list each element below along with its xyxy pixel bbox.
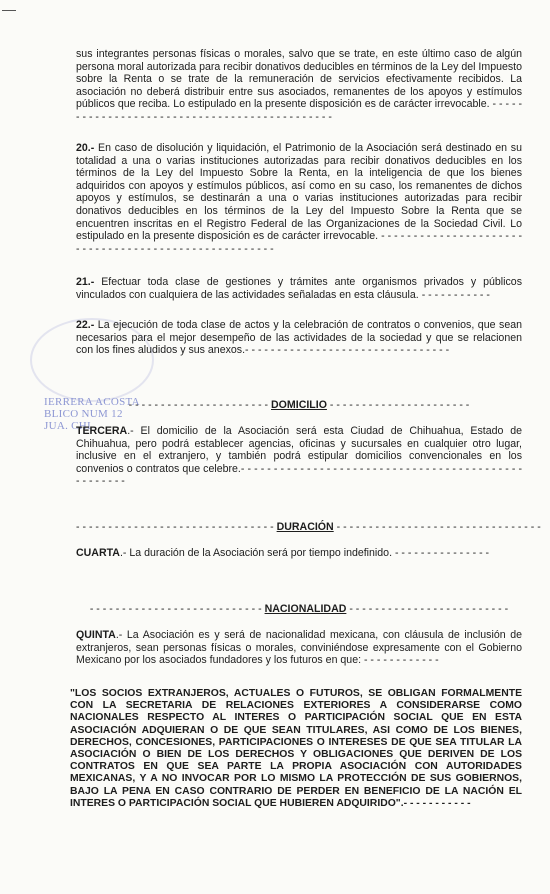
section-heading-nacionalidad xyxy=(76,603,522,616)
clause-number: 22.- xyxy=(76,319,95,331)
clause-text: Efectuar toda clase de gestiones y trámites ante organismos privados y públicos vinculados con cualquiera de las actividades señaladas en esta cláusula. - - - - - - - - - - - xyxy=(76,276,525,301)
corner-mark xyxy=(2,10,16,11)
heading-lead-dashes: - - - - - - - - - - - - - - - - - - - - - - - - - - - xyxy=(89,603,265,615)
heading-title: NACIONALIDAD xyxy=(264,603,347,615)
clause-text: En caso de disolución y liquidación, el Patrimonio de la Asociación será destinado en su totalidad a una o varias instituciones autorizadas para recibir donativos deducibles en los términos de la Ley del Impuesto Sobre la Renta, en la inteligencia de que los bienes adquiridos con apoyos y estímulos públicos, así como en su caso, los remanentes de dichos apoyos y estímulos, se destinarán a una o varias instituciones autorizadas para recibir donativos deducibles en los términos de la Ley del Impuesto Sobre la Renta que se encuentren inscritas en el Registro Federal de las Organizaciones de la Sociedad Civil. Lo estipulado en la presente disposición es de carácter irrevocable. - - - - - - - - - - - - - - - - - - - - - - - - - - - - - - - - - - - - - - - - - - - - - - - - - - - - - xyxy=(76,142,525,255)
paragraph-21 xyxy=(76,276,525,301)
heading-title: DURACIÓN xyxy=(276,521,334,533)
clause-text: .- La Asociación es y será de nacionalidad mexicana, con cláusula de inclusión de extranjeros, sean personas físicas o morales, conviniéndose expresamente con el Gobierno Mexicano por los asociados fundadores y los futuros en que: - - - - - - - - - - - - xyxy=(76,629,525,667)
clause-text: La ejecución de toda clase de actos y la celebración de contratos o convenios, que sean necesarios para el mejor desempeño de las actividades de la sociedad y que se relacionen con los fines aludidos y sus anexos.- - - - - - - - - - - - - - - - - - - - - - - - - - - - - - - - xyxy=(76,319,525,357)
clause-label: QUINTA xyxy=(76,629,116,641)
heading-lead-dashes: - - - - - - - - - - - - - - - - - - - - - - xyxy=(128,399,272,411)
paragraph-cuarta xyxy=(76,547,522,560)
clause-label: CUARTA xyxy=(76,547,120,559)
stamp-line-3: JUA. CHI xyxy=(44,420,92,432)
heading-trail-dashes: - - - - - - - - - - - - - - - - - - - - - - xyxy=(326,399,470,411)
paragraph-20 xyxy=(76,142,525,255)
clause-text: .- La duración de la Asociación será por tiempo indefinido. - - - - - - - - - - - - - - - xyxy=(119,547,490,559)
paragraph-22 xyxy=(76,319,525,357)
paragraph-intro: sus integrantes personas físicas o morales, salvo que se trate, en este último caso de algún persona moral autorizada para recibir donativos deducibles en términos de la Ley del Impuesto sobre la Renta o se trate de la remuneración de servicios efectivamente recibidos. La asociación no deberá distribuir entre sus asociados, remanentes de los apoyos y estímulos públicos que reciba. Lo estipulado en la presente disposición es de carácter irrevocable. - - - - - - - - - - - - - - - - - - - - - - - - - - - - - - - - - - - - - - - - - - - - - xyxy=(76,48,525,123)
stamp-line-1: IERRERA ACOSTA xyxy=(44,396,140,408)
clause-label: TERCERA xyxy=(76,425,128,437)
foreign-partners-clause: "LOS SOCIOS EXTRANJEROS, ACTUALES O FUTUROS, SE OBLIGAN FORMALMENTE CON LA SECRETARIA DE RELACIONES EXTERIORES A CONSIDERARSE COMO NACIONALES RESPECTO AL INTERES O PARTICIPACIÓN SOCIAL QUE EN ESTA ASOCIACIÓN ADQUIERAN O DE QUE SEAN TITULARES, ASI COMO DE LOS BIENES, DERECHOS, CONCESIONES, PARTICIPACIONES O INTERESES DE QUE SEA TITULAR LA ASOCIACIÓN O BIEN DE LOS DERECHOS Y OBLIGACIONES QUE DERIVEN DE LOS CONTRATOS EN QUE SEA PARTE LA PROPIA ASOCIACIÓN CON AUTORIDADES MEXICANAS, Y A NO INVOCAR POR LO MISMO LA PROTECCIÓN DE SUS GOBIERNOS, BAJO LA PENA EN CASO CONTRARIO DE PERDER EN BENEFICIO DE LA NACIÓN EL INTERES O PARTICIPACIÓN SOCIAL QUE HUBIEREN ADQUIRIDO".- - - - - - - - - - - xyxy=(70,688,525,809)
stamp-line-2: BLICO NUM 12 xyxy=(44,408,123,420)
section-heading-duracion xyxy=(76,521,541,534)
section-heading-domicilio xyxy=(76,399,522,412)
heading-title: DOMICILIO xyxy=(271,399,327,411)
clause-number: 20.- xyxy=(76,142,95,154)
heading-trail-dashes: - - - - - - - - - - - - - - - - - - - - - - - - - - - - - - - - xyxy=(333,521,541,533)
paragraph-tercera xyxy=(76,425,525,488)
heading-trail-dashes: - - - - - - - - - - - - - - - - - - - - - - - - - xyxy=(346,603,509,615)
clause-number: 21.- xyxy=(76,276,95,288)
paragraph-quinta xyxy=(76,629,525,667)
clause-text: .- El domicilio de la Asociación será esta Ciudad de Chihuahua, Estado de Chihuahua, pero podrá establecer agencias, oficinas y sucursales en cualquier otro lugar, inclusive en el extranjero, y también podrá estipular domicilios convencionales en los convenios o contratos que celebre.- - - - - - - - - - - - - - - - - - - - - - - - - - - - - - - - - - - - - - - - - - - - - - - - - - - xyxy=(76,425,525,488)
heading-lead-dashes: - - - - - - - - - - - - - - - - - - - - - - - - - - - - - - - xyxy=(76,521,277,533)
